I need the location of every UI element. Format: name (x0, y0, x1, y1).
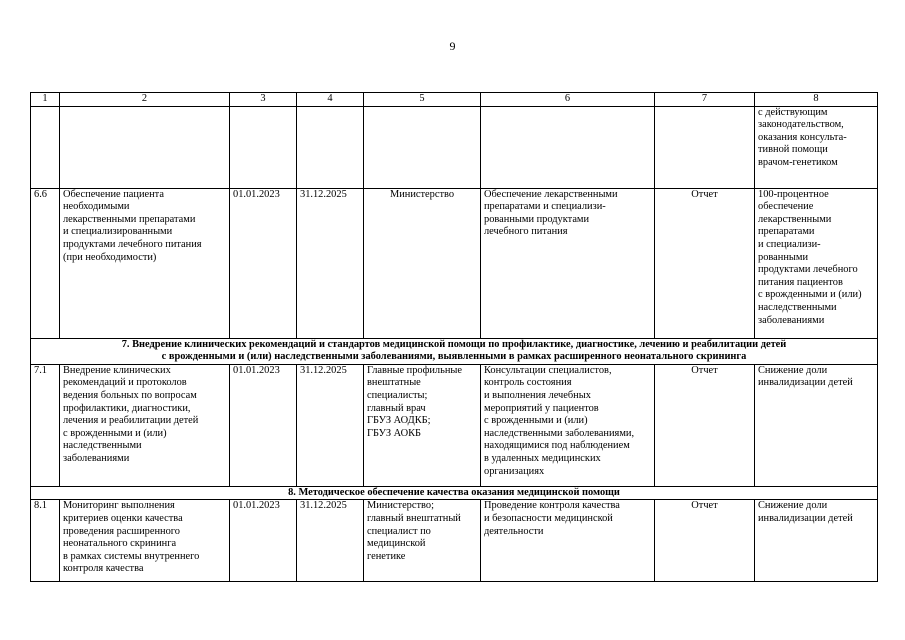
text-line: наследственными (63, 440, 142, 452)
cell-end-date: 31.12.2025 (297, 500, 364, 582)
text-line: рованными (758, 251, 809, 263)
column-number-row (31, 93, 878, 107)
cell-report: Отчет (655, 500, 755, 582)
cell-number: 6.6 (31, 188, 60, 338)
continuation-row (31, 106, 878, 188)
cell-empty (297, 106, 364, 188)
text-line: контроль состояния (484, 377, 572, 389)
text-line: с врожденными и (или) (758, 289, 862, 301)
cell-number: 8.1 (31, 500, 60, 582)
cell-executor (364, 188, 481, 338)
cell-measure-name (60, 364, 230, 486)
table-row (31, 364, 878, 486)
text-line: мероприятий у пациентов (484, 402, 599, 414)
column-number: 6 (481, 93, 655, 107)
text-line: ГБУЗ АОДКБ; (367, 415, 431, 427)
text-line: продуктами лечебного (758, 264, 858, 276)
text-line: и специализированными (63, 226, 173, 238)
text-line: 8. Методическое обеспечение качества оказания медицинской помощи (288, 486, 620, 498)
text-line: специалисты; (367, 389, 428, 401)
text-line: Обеспечение пациента (63, 188, 164, 200)
cell-empty (31, 106, 60, 188)
text-line: медицинской (367, 538, 426, 550)
text-line: в удаленных медицинских (484, 452, 601, 464)
column-number: 4 (297, 93, 364, 107)
text-line: в рамках системы внутреннего (63, 550, 200, 562)
cell-empty (364, 106, 481, 188)
cell-content (481, 364, 655, 486)
text-line: врачом-генетиком (758, 156, 838, 168)
cell-executor (364, 500, 481, 582)
cell-start-date: 01.01.2023 (230, 188, 297, 338)
text-line: Мониторинг выполнения (63, 500, 175, 512)
text-line: генетике (367, 550, 406, 562)
text-line: рованными продуктами (484, 213, 590, 225)
text-line: заболеваниями (63, 452, 130, 464)
text-line: наследственными заболеваниями, (484, 427, 635, 439)
section-title (31, 486, 878, 500)
page-number: 9 (449, 39, 456, 53)
text-line: питания пациентов (758, 276, 843, 288)
cell-empty (230, 106, 297, 188)
column-number: 1 (31, 93, 60, 107)
text-line: заболеваниями (758, 314, 825, 326)
text-line: Министерство; (367, 500, 434, 512)
text-line: рекомендаций и протоколов (63, 377, 187, 389)
text-line: лекарственными (758, 213, 832, 225)
text-line: с врожденными и (или) (484, 415, 588, 427)
text-line: критериев оценки качества (63, 512, 183, 524)
text-line: Внедрение клинических (63, 364, 171, 376)
text-line: Консультации специалистов, (484, 364, 612, 376)
cell-empty (481, 106, 655, 188)
text-line: Министерство (389, 188, 455, 200)
cell-empty (60, 106, 230, 188)
cell-measure-name (60, 500, 230, 582)
text-line: профилактики, диагностики, (63, 402, 191, 414)
section-header-8 (31, 486, 878, 500)
text-line: (при необходимости) (63, 251, 157, 263)
text-line: с действующим (758, 106, 828, 118)
column-number: 5 (364, 93, 481, 107)
text-line: инвалидизации детей (758, 377, 853, 389)
text-line: и специализи- (758, 238, 821, 250)
cell-start-date: 01.01.2023 (230, 364, 297, 486)
text-line: неонатального скрининга (63, 538, 177, 550)
cell-start-date: 01.01.2023 (230, 500, 297, 582)
text-line: главный внештатный (367, 512, 461, 524)
text-line: ведения больных по вопросам (63, 389, 197, 401)
text-line: препаратами и специализи- (484, 201, 606, 213)
cell-result (755, 500, 878, 582)
table-row (31, 500, 878, 582)
text-line: и безопасности медицинской (484, 512, 613, 524)
text-line: оказания консульта- (758, 131, 847, 143)
text-line: главный врач (367, 402, 426, 414)
text-line: 7. Внедрение клинических рекомендаций и стандартов медицинской помощи по профилактике, диагностике, лечению и реабилитации детей (121, 338, 787, 350)
cell-report: Отчет (655, 188, 755, 338)
text-line: лекарственными препаратами (63, 213, 196, 225)
table-row (31, 188, 878, 338)
cell-content (481, 500, 655, 582)
text-line: организациях (484, 465, 545, 477)
text-line: препаратами (758, 226, 815, 238)
cell-executor (364, 364, 481, 486)
cell-end-date: 31.12.2025 (297, 364, 364, 486)
text-line: деятельности (484, 525, 544, 537)
cell-number: 7.1 (31, 364, 60, 486)
text-line: Проведение контроля качества (484, 500, 620, 512)
text-line: продуктами лечебного питания (63, 238, 202, 250)
section-title (31, 338, 878, 364)
text-line: обеспечение (758, 201, 814, 213)
text-line: Снижение доли (758, 364, 828, 376)
text-line: тивной помощи (758, 144, 828, 156)
text-line: с врожденными и (или) (63, 427, 167, 439)
text-line: лечебного питания (484, 226, 568, 238)
cell-content (481, 188, 655, 338)
text-line: проведения расширенного (63, 525, 180, 537)
text-line: необходимыми (63, 201, 130, 213)
text-line: внештатные (367, 377, 421, 389)
text-line: наследственными (758, 301, 837, 313)
column-number: 8 (755, 93, 878, 107)
text-line: и выполнения лечебных (484, 389, 591, 401)
text-line: с врожденными и (или) наследственными заболеваниями, выявленными в рамках расширенного неонатального скрининга (161, 351, 747, 363)
text-line: Главные профильные (367, 364, 463, 376)
text-line: находящимися под наблюдением (484, 440, 630, 452)
cell-result (755, 106, 878, 188)
text-line: инвалидизации детей (758, 512, 853, 524)
text-line: контроля качества (63, 563, 144, 575)
cell-end-date: 31.12.2025 (297, 188, 364, 338)
cell-result (755, 364, 878, 486)
text-line: специалист по (367, 525, 431, 537)
column-number: 2 (60, 93, 230, 107)
text-line: 100-процентное (758, 188, 829, 200)
cell-empty (655, 106, 755, 188)
cell-measure-name (60, 188, 230, 338)
text-line: лечения и реабилитации детей (63, 415, 199, 427)
plan-table (30, 92, 878, 582)
text-line: Обеспечение лекарственными (484, 188, 618, 200)
text-line: Снижение доли (758, 500, 828, 512)
text-line: ГБУЗ АОКБ (367, 427, 422, 439)
cell-report: Отчет (655, 364, 755, 486)
column-number: 3 (230, 93, 297, 107)
cell-result (755, 188, 878, 338)
column-number: 7 (655, 93, 755, 107)
text-line: законодательством, (758, 119, 844, 131)
section-header-7 (31, 338, 878, 364)
